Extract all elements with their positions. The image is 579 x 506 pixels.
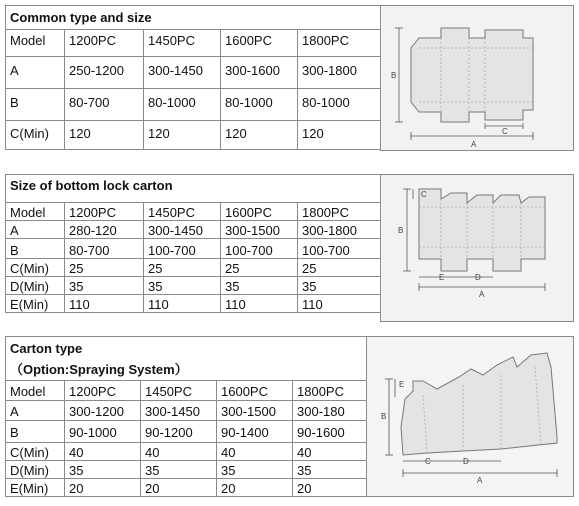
table-cell: 80-1000 xyxy=(298,89,381,121)
table-cell: 110 xyxy=(144,295,221,313)
dimension-label-a: A xyxy=(471,140,477,149)
table-cell: 80-700 xyxy=(65,239,144,259)
dimension-label-e: E xyxy=(439,273,445,282)
carton-type-diagram-drawing xyxy=(367,337,573,496)
table-cell: 300-1450 xyxy=(144,57,221,89)
table-cell: 250-1200 xyxy=(65,57,144,89)
table-cell: 40 xyxy=(217,443,293,461)
header-cell: 1600PC xyxy=(217,381,293,401)
header-cell: 1200PC xyxy=(65,203,144,221)
table-cell: 20 xyxy=(141,479,217,497)
table-cell: 120 xyxy=(221,121,298,150)
table-cell: 110 xyxy=(221,295,298,313)
table-cell: 110 xyxy=(65,295,144,313)
dimension-label-b: B xyxy=(381,412,387,421)
table-cell: 20 xyxy=(65,479,141,497)
section-title: Common type and size xyxy=(6,6,381,30)
carton-diagram-drawing xyxy=(381,6,573,150)
table-cell: 35 xyxy=(141,461,217,479)
table-cell: 25 xyxy=(144,259,221,277)
section-common-type xyxy=(5,5,574,151)
header-cell: 1800PC xyxy=(298,203,381,221)
table-cell: 35 xyxy=(298,277,381,295)
dimension-label-c: C xyxy=(425,457,431,466)
dimension-label-b: B xyxy=(391,71,397,80)
table-cell: 300-1450 xyxy=(144,221,221,239)
table-cell: B xyxy=(6,89,65,121)
table-cell: 25 xyxy=(298,259,381,277)
table-cell: 25 xyxy=(65,259,144,277)
table-cell: 35 xyxy=(217,461,293,479)
header-cell: 1600PC xyxy=(221,203,298,221)
dimension-label-a: A xyxy=(479,290,485,299)
table-cell: 90-1000 xyxy=(65,421,141,443)
dimension-label-e: E xyxy=(399,380,405,389)
bottom-lock-table xyxy=(5,174,381,313)
table-cell: 300-1800 xyxy=(298,221,381,239)
table-cell: 120 xyxy=(144,121,221,150)
table-cell: 35 xyxy=(65,461,141,479)
header-cell: 1450PC xyxy=(141,381,217,401)
dimension-label-b: B xyxy=(398,226,404,235)
table-cell: 35 xyxy=(221,277,298,295)
table-cell: 100-700 xyxy=(298,239,381,259)
table-cell: A xyxy=(6,401,65,421)
carton-type-table xyxy=(5,336,367,497)
dimension-label-d: D xyxy=(463,457,469,466)
header-cell: Model xyxy=(6,203,65,221)
table-cell: 100-700 xyxy=(144,239,221,259)
carton-diagram xyxy=(380,5,574,151)
table-cell: 20 xyxy=(293,479,367,497)
table-cell: C(Min) xyxy=(6,443,65,461)
table-cell: 20 xyxy=(217,479,293,497)
header-cell: Model xyxy=(6,30,65,57)
table-cell: 80-700 xyxy=(65,89,144,121)
table-cell: 300-1600 xyxy=(221,57,298,89)
table-cell: 120 xyxy=(65,121,144,150)
table-cell: B xyxy=(6,239,65,259)
table-cell: 25 xyxy=(221,259,298,277)
table-cell: 40 xyxy=(141,443,217,461)
table-cell: 300-1800 xyxy=(298,57,381,89)
table-cell: E(Min) xyxy=(6,295,65,313)
carton-type-diagram xyxy=(366,336,574,497)
table-cell: 90-1200 xyxy=(141,421,217,443)
table-cell: 35 xyxy=(65,277,144,295)
bottom-lock-diagram xyxy=(380,174,574,322)
table-cell: 80-1000 xyxy=(221,89,298,121)
section-bottom-lock xyxy=(5,174,574,322)
table-cell: C(Min) xyxy=(6,259,65,277)
table-cell: 40 xyxy=(65,443,141,461)
table-cell: E(Min) xyxy=(6,479,65,497)
header-cell: Model xyxy=(6,381,65,401)
table-cell: A xyxy=(6,57,65,89)
bottom-lock-diagram-drawing xyxy=(381,175,573,321)
table-cell: 35 xyxy=(293,461,367,479)
table-cell: 300-1200 xyxy=(65,401,141,421)
table-cell: D(Min) xyxy=(6,461,65,479)
section-subtitle: （Option:Spraying System） xyxy=(6,359,367,381)
header-cell: 1800PC xyxy=(298,30,381,57)
header-cell: 1200PC xyxy=(65,381,141,401)
table-cell: B xyxy=(6,421,65,443)
table-cell: 300-1500 xyxy=(221,221,298,239)
header-cell: 1600PC xyxy=(221,30,298,57)
dimension-label-d: D xyxy=(475,273,481,282)
table-cell: 35 xyxy=(144,277,221,295)
table-cell: 40 xyxy=(293,443,367,461)
table-cell: 100-700 xyxy=(221,239,298,259)
table-cell: A xyxy=(6,221,65,239)
table-cell: 80-1000 xyxy=(144,89,221,121)
header-cell: 1200PC xyxy=(65,30,144,57)
table-cell: C(Min) xyxy=(6,121,65,150)
common-type-table xyxy=(5,5,381,150)
table-cell: 300-180 xyxy=(293,401,367,421)
table-cell: 280-120 xyxy=(65,221,144,239)
dimension-label-c: C xyxy=(421,190,427,199)
header-cell: 1450PC xyxy=(144,203,221,221)
header-cell: 1800PC xyxy=(293,381,367,401)
header-cell: 1450PC xyxy=(144,30,221,57)
table-cell: 90-1400 xyxy=(217,421,293,443)
table-cell: 120 xyxy=(298,121,381,150)
table-cell: 110 xyxy=(298,295,381,313)
dimension-label-a: A xyxy=(477,476,483,485)
table-cell: D(Min) xyxy=(6,277,65,295)
table-cell: 300-1450 xyxy=(141,401,217,421)
table-cell: 300-1500 xyxy=(217,401,293,421)
table-cell: 90-1600 xyxy=(293,421,367,443)
section-title: Carton type xyxy=(6,337,367,359)
section-carton-type xyxy=(5,336,574,497)
dimension-label-c: C xyxy=(502,127,508,136)
section-title: Size of bottom lock carton xyxy=(6,175,381,203)
